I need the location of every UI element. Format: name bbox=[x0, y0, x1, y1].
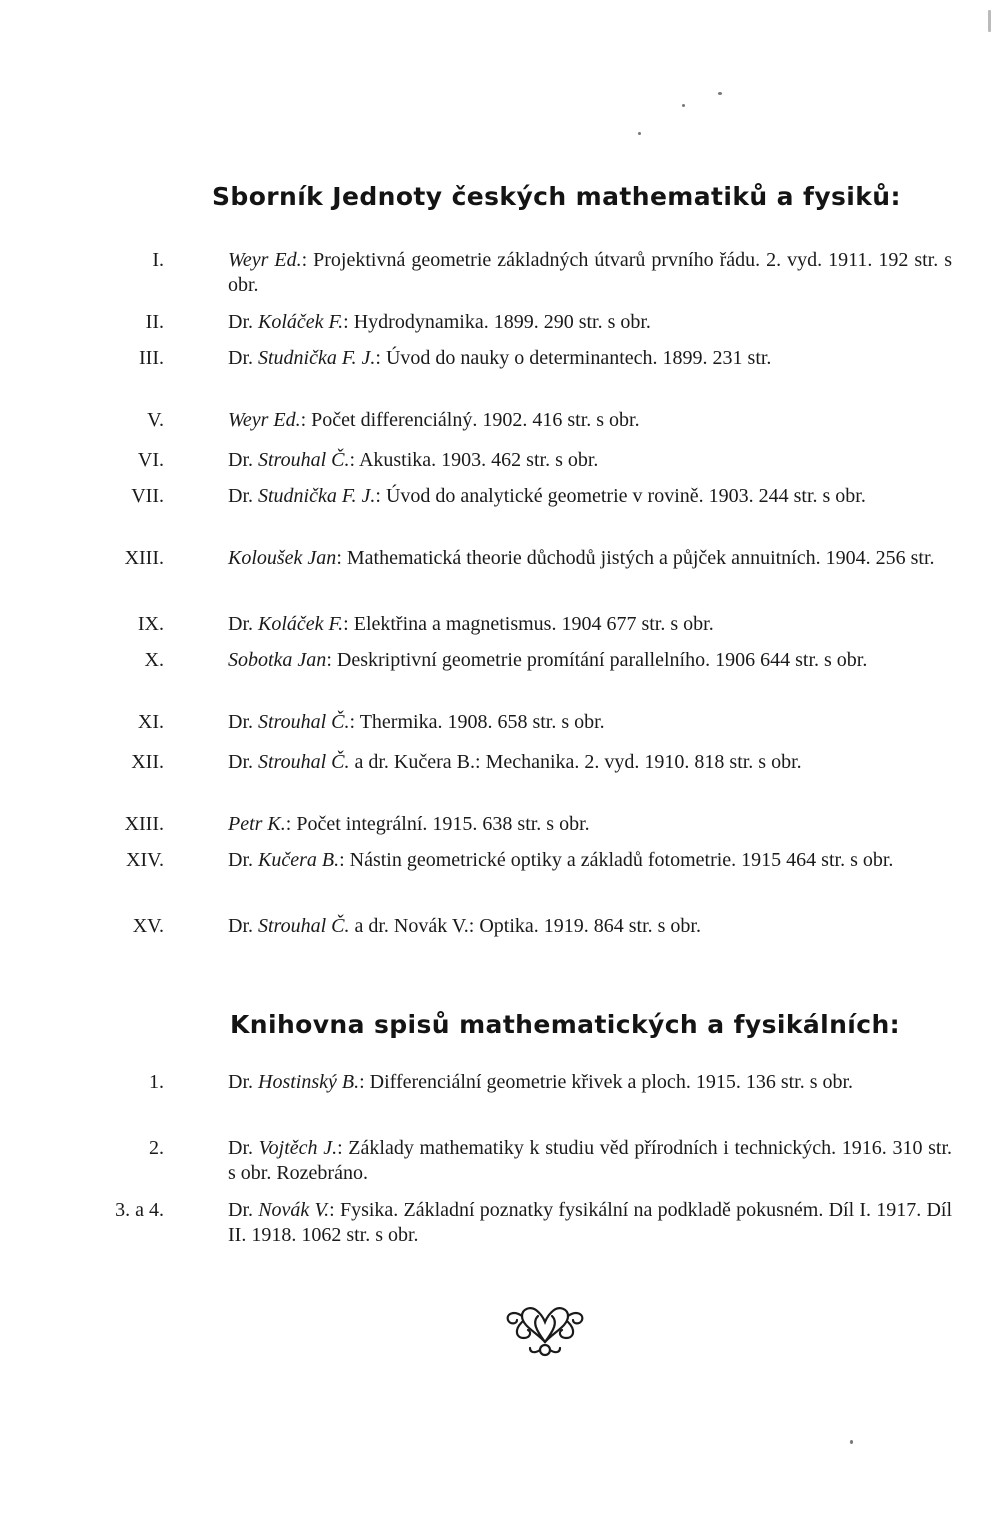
entry-prefix: Dr. bbox=[228, 311, 258, 333]
scan-speck bbox=[850, 1440, 853, 1444]
entry-body bbox=[228, 484, 952, 509]
list-item bbox=[137, 612, 952, 637]
entry-text: : Elektřina a magnetismus. 1904 677 str. s obr. bbox=[343, 613, 714, 635]
entry-body bbox=[228, 848, 952, 873]
entry-body bbox=[228, 408, 952, 433]
entry-prefix: Dr. bbox=[228, 1199, 259, 1221]
entry-number: III. bbox=[139, 347, 164, 369]
entry-prefix: Dr. bbox=[228, 449, 258, 471]
entry-author: Sobotka Jan bbox=[228, 649, 327, 671]
list-item bbox=[150, 1136, 952, 1185]
entry-body bbox=[228, 310, 952, 335]
entry-body bbox=[228, 612, 952, 637]
entry-author: Koloušek Jan bbox=[228, 547, 337, 569]
entry-body bbox=[228, 546, 952, 571]
entry-prefix: Dr. bbox=[228, 751, 258, 773]
list-item bbox=[124, 546, 952, 571]
entry-number: 1. bbox=[149, 1071, 164, 1093]
list-item bbox=[150, 248, 952, 297]
list-item bbox=[150, 1070, 952, 1095]
entry-prefix: Dr. bbox=[228, 711, 258, 733]
entry-author: Vojtěch J. bbox=[258, 1137, 338, 1159]
entry-text: : Hydrodynamika. 1899. 290 str. s obr. bbox=[343, 311, 651, 333]
entry-number: II. bbox=[145, 311, 164, 333]
list-item bbox=[115, 1198, 952, 1247]
entry-number: V. bbox=[147, 409, 164, 431]
entry-author: Petr K. bbox=[228, 813, 286, 835]
entry-text: : Počet differenciálný. 1902. 416 str. s obr. bbox=[300, 409, 640, 431]
entry-author: Strouhal Č. bbox=[258, 751, 350, 773]
list-item bbox=[137, 448, 952, 473]
list-item bbox=[126, 848, 952, 873]
list-item bbox=[145, 310, 952, 335]
scan-speck bbox=[718, 92, 722, 95]
entry-body bbox=[228, 812, 952, 837]
entry-text: : Fysika. Základní poznatky fysikální na podkladě pokusném. Díl I. 1917. Díl II. 1918. 1062 str. s obr. bbox=[228, 1199, 952, 1246]
entry-prefix: Dr. bbox=[228, 613, 258, 635]
entry-author: Strouhal Č. bbox=[258, 449, 350, 471]
list-item bbox=[132, 914, 952, 939]
entry-number: XV. bbox=[132, 915, 164, 937]
entry-author: Strouhal Č. bbox=[258, 915, 350, 937]
entry-author: Studnička F. J. bbox=[258, 485, 376, 507]
entry-author: Hostinský B. bbox=[258, 1071, 360, 1093]
entry-text: : Differenciální geometrie křivek a ploch. 1915. 136 str. s obr. bbox=[359, 1071, 854, 1093]
list-item bbox=[139, 346, 952, 371]
entry-author: Studnička F. J. bbox=[258, 347, 376, 369]
entry-author: Koláček F. bbox=[258, 311, 344, 333]
entry-body bbox=[228, 914, 952, 939]
entry-number: XIII. bbox=[124, 547, 164, 569]
scan-speck bbox=[638, 132, 641, 135]
entry-prefix: Dr. bbox=[228, 1137, 259, 1159]
entry-text: : Thermika. 1908. 658 str. s obr. bbox=[349, 711, 605, 733]
entry-body bbox=[228, 448, 952, 473]
entry-prefix: Dr. bbox=[228, 849, 258, 871]
entry-number: XII. bbox=[131, 751, 164, 773]
entry-prefix: Dr. bbox=[228, 915, 258, 937]
entry-author: Koláček F. bbox=[258, 613, 344, 635]
list-item bbox=[147, 408, 952, 433]
entry-body bbox=[228, 710, 952, 735]
entry-text: a dr. Novák V.: Optika. 1919. 864 str. s obr. bbox=[349, 915, 701, 937]
entry-text: : Deskriptivní geometrie promítání parallelního. 1906 644 str. s obr. bbox=[326, 649, 868, 671]
entry-body bbox=[228, 1198, 952, 1247]
heart-scroll-ornament-icon bbox=[500, 1300, 590, 1360]
entry-prefix: Dr. bbox=[228, 347, 258, 369]
list-item bbox=[131, 484, 952, 509]
list-item bbox=[144, 648, 952, 673]
list-item bbox=[137, 710, 952, 735]
scan-speck bbox=[682, 104, 685, 107]
entry-number: 2. bbox=[149, 1137, 164, 1159]
entry-text: : Akustika. 1903. 462 str. s obr. bbox=[349, 449, 599, 471]
entry-text: : Projektivná geometrie základných útvarů prvního řádu. 2. vyd. 1911. 192 str. s obr. bbox=[228, 249, 953, 296]
entry-number: 3. a 4. bbox=[115, 1199, 164, 1221]
entry-text: : Mathematická theorie důchodů jistých a půjček annuitních. 1904. 256 str. bbox=[336, 547, 935, 569]
entry-author: Weyr Ed. bbox=[228, 249, 302, 271]
entry-text: : Úvod do analytické geometrie v rovině. 1903. 244 str. s obr. bbox=[375, 485, 866, 507]
entry-author: Strouhal Č. bbox=[258, 711, 350, 733]
entry-prefix: Dr. bbox=[228, 1071, 258, 1093]
list-item bbox=[131, 750, 952, 775]
entry-number: XIV. bbox=[126, 849, 164, 871]
entry-number: XI. bbox=[137, 711, 164, 733]
entry-body bbox=[228, 1136, 952, 1185]
entry-text: : Úvod do nauky o determinantech. 1899. 231 str. bbox=[375, 347, 772, 369]
entry-text: : Nástin geometrické optiky a základů fotometrie. 1915 464 str. s obr. bbox=[339, 849, 894, 871]
entry-body bbox=[228, 1070, 952, 1095]
entry-number: VI. bbox=[137, 449, 164, 471]
section-heading-sbornik: Sborník Jednoty českých mathematiků a fysiků: bbox=[212, 182, 901, 211]
entry-number: XIII. bbox=[124, 813, 164, 835]
entry-number: I. bbox=[152, 249, 164, 271]
entry-body bbox=[228, 648, 952, 673]
entry-body bbox=[228, 346, 952, 371]
entry-number: X. bbox=[144, 649, 164, 671]
list-item bbox=[124, 812, 952, 837]
entry-author: Kučera B. bbox=[258, 849, 340, 871]
entry-author: Novák V. bbox=[258, 1199, 330, 1221]
entry-author: Weyr Ed. bbox=[228, 409, 301, 431]
entry-text: a dr. Kučera B.: Mechanika. 2. vyd. 1910. 818 str. s obr. bbox=[349, 751, 802, 773]
entry-number: IX. bbox=[137, 613, 164, 635]
entry-number: VII. bbox=[131, 485, 164, 507]
entry-prefix: Dr. bbox=[228, 485, 258, 507]
entry-text: : Počet integrální. 1915. 638 str. s obr. bbox=[285, 813, 590, 835]
entry-text: : Základy mathematiky k studiu věd přírodních i technických. 1916. 310 str. s obr. Rozebráno. bbox=[228, 1137, 953, 1184]
section-heading-knihovna: Knihovna spisů mathematických a fysikálních: bbox=[230, 1010, 901, 1039]
entry-body bbox=[228, 750, 952, 775]
entry-body bbox=[228, 248, 952, 297]
scan-speck bbox=[988, 10, 991, 32]
